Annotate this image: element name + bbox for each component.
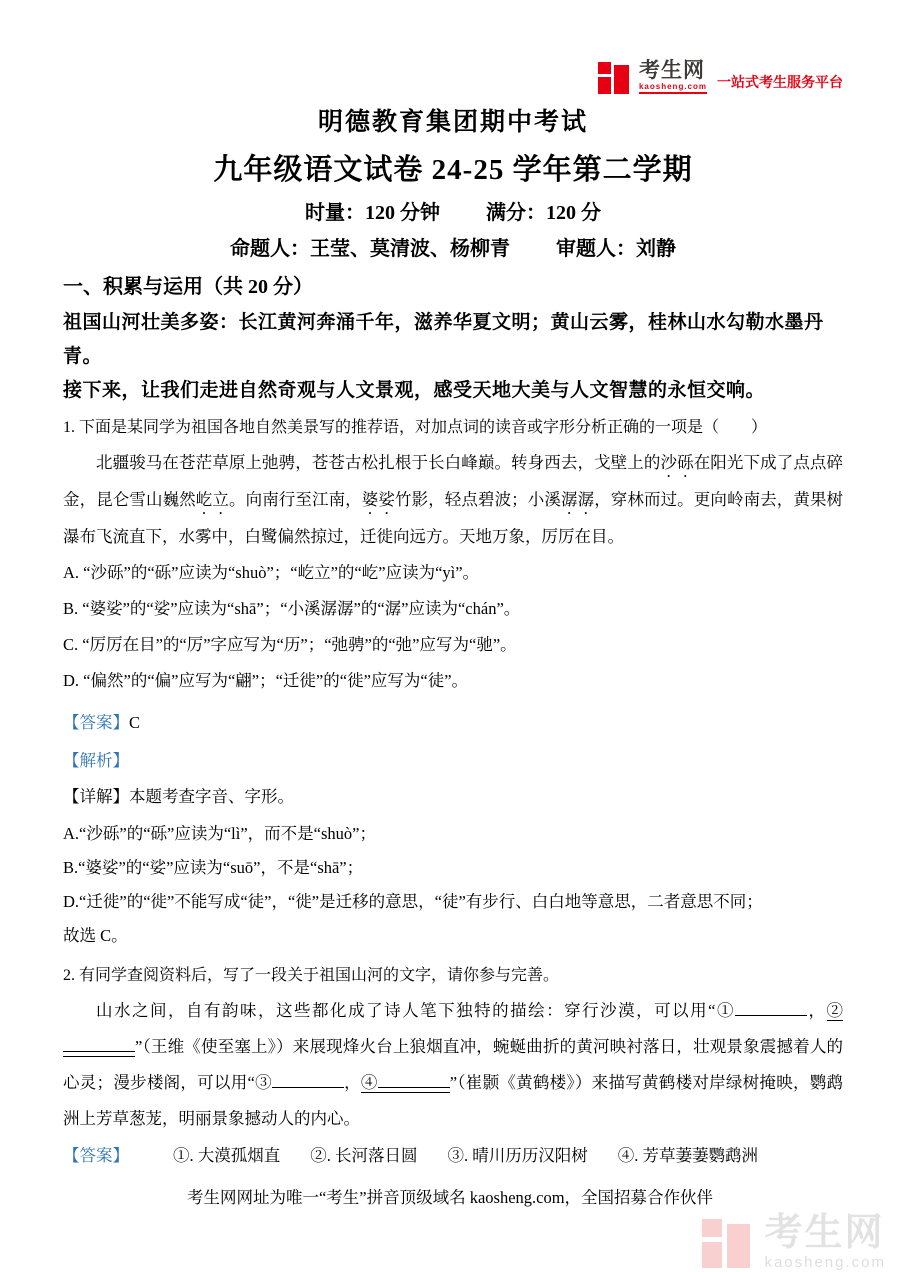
q1-option: C. “厉厉在目”的“厉”字应写为“历”；“弛骋”的“弛”应写为“驰”。 bbox=[63, 635, 517, 654]
segment-text: 竹影，轻点碧波；小溪 bbox=[395, 490, 561, 509]
q1-option: D. “偏然”的“偏”应写为“翩”；“迁徙”的“徙”应写为“徒”。 bbox=[63, 671, 469, 690]
q1-explanation-line: B.“婆娑”的“娑”应读为“suō”，不是“shā”； bbox=[63, 858, 364, 877]
segment-text: 在阳光下成了点点碎金，昆仑雪山巍然 bbox=[63, 453, 844, 509]
q1-analysis-line bbox=[63, 747, 843, 775]
q1-options bbox=[63, 555, 843, 699]
analysis-label: 【解析】 bbox=[63, 751, 129, 770]
answer-blank-line bbox=[63, 1035, 135, 1052]
watermark-domain: kaosheng.com bbox=[764, 1254, 886, 1271]
segment-text: ， bbox=[807, 1001, 827, 1020]
brand-name: 考生网 bbox=[638, 59, 705, 82]
q1-explanations bbox=[63, 817, 843, 919]
segment-blank: ③ bbox=[255, 1073, 344, 1092]
q2-paragraph bbox=[63, 993, 843, 1137]
q2-stem: 2. 有同学查阅资料后，写了一段关于祖国山河的文字，请你参与完善。 bbox=[63, 967, 560, 984]
segment-em: 婆娑 bbox=[361, 490, 395, 509]
q2-answer-item: ③. 晴川历历汉阳树 bbox=[447, 1146, 588, 1165]
q1-detail: 【详解】本题考查字音、字形。 bbox=[63, 787, 294, 806]
segment-text: 北疆骏马在苍茫草原上弛骋，苍苍古松扎根于长白峰巅。转身西去，戈壁上的 bbox=[96, 453, 661, 472]
watermark bbox=[702, 1214, 886, 1270]
segment-text: 山水之间，自有韵味，这些都化成了诗人笔下独特的描绘：穿行沙漠，可以用“ bbox=[96, 1001, 716, 1020]
score-info: 满分：120 分 bbox=[486, 202, 601, 224]
segment-text: ”（崔颢《黄鹤楼》）来描写黄鹤楼对岸绿树掩映，鹦鹉洲上芳草葱茏，明丽景象撼动人的内心。 bbox=[63, 1073, 844, 1128]
watermark-brand: 考生网 bbox=[764, 1212, 885, 1254]
segment-em: 沙砾 bbox=[660, 453, 694, 472]
exam-info-line2 bbox=[63, 234, 843, 264]
exam-info-line1 bbox=[63, 198, 843, 228]
header-logo bbox=[63, 56, 843, 98]
q1-conclusion: 故选 C。 bbox=[63, 926, 128, 945]
intro-line: 接下来，让我们走进自然奇观与人文景观，感受天地大美与人文智慧的永恒交响。 bbox=[63, 380, 766, 401]
section-heading: 一、积累与运用（共 20 分） bbox=[63, 276, 313, 298]
exam-subtitle: 九年级语文试卷 24-25 学年第二学期 bbox=[213, 154, 693, 186]
setters-info: 命题人：王莹、莫清波、杨柳青 bbox=[230, 238, 510, 260]
answer-label: 【答案】 bbox=[63, 713, 129, 732]
watermark-text bbox=[764, 1214, 886, 1270]
footer-note: 考生网网址为唯一“考生”拼音顶级域名 kaosheng.com，全国招募合作伙伴 bbox=[186, 1188, 714, 1207]
q2-answer-items bbox=[129, 1146, 758, 1165]
exam-title: 明德教育集团期中考试 bbox=[317, 109, 588, 136]
segment-blank-u: ② bbox=[63, 1001, 843, 1057]
brand-domain: kaosheng.com bbox=[639, 83, 707, 94]
segment-blank: ① bbox=[715, 1001, 807, 1020]
kaosheng-logo-icon bbox=[598, 60, 632, 94]
brand-tagline: 一站式考生服务平台 bbox=[717, 74, 843, 90]
answer-blank-line bbox=[272, 1071, 344, 1088]
reviewer-info: 审题人：刘静 bbox=[556, 238, 676, 260]
brand-text bbox=[639, 60, 707, 94]
duration-info: 时量：120 分钟 bbox=[305, 202, 440, 224]
segment-text: ，穿林而过。更向岭南去，黄果树瀑布飞流直下，水雾中，白鹭偏然掠过，迁徙向远方。天地万象，厉厉在目。 bbox=[63, 490, 844, 546]
intro-paragraph bbox=[63, 306, 843, 408]
segment-text: ”（王维《使至塞上》）来展现烽火台上狼烟直冲，蜿蜒曲折的黄河映衬落日，壮观景象震撼着人的心灵；漫步楼阁，可以用“ bbox=[63, 1037, 843, 1092]
intro-line: 祖国山河壮美多姿：长江黄河奔涌千年，滋养华夏文明；黄山云雾，桂林山水勾勒水墨丹青。 bbox=[63, 312, 824, 367]
q2-answer-item: ①. 大漠孤烟直 bbox=[173, 1146, 281, 1165]
q2-answer-item: ②. 长河落日圆 bbox=[310, 1146, 418, 1165]
q2-answer-line bbox=[63, 1141, 843, 1171]
watermark-logo-icon bbox=[702, 1216, 754, 1268]
q1-stem: 1. 下面是某同学为祖国各地自然美景写的推荐语，对加点词的读音或字形分析正确的一项是（ ） bbox=[63, 419, 768, 436]
segment-text: ， bbox=[343, 1073, 361, 1092]
q1-explanation-line: A.“沙砾”的“砾”应读为“lì”，而不是“shuò”； bbox=[63, 824, 376, 843]
segment-blank-u: ④ bbox=[361, 1073, 450, 1093]
q1-explanation-line: D.“迁徙”的“徙”不能写成“徒”，“徙”是迁移的意思，“徒”有步行、白白地等意思，二者意思不同； bbox=[63, 892, 763, 911]
segment-text: 。向南行至江南， bbox=[229, 490, 362, 509]
answer-value: C bbox=[129, 713, 141, 732]
q1-passage bbox=[63, 444, 843, 555]
answer-blank-line bbox=[378, 1071, 450, 1088]
q1-option: A. “沙砾”的“砾”应读为“shuò”；“屹立”的“屹”应读为“yì”。 bbox=[63, 563, 480, 582]
q1-option: B. “婆娑”的“娑”应读为“shā”；“小溪潺潺”的“潺”应读为“chán”。 bbox=[63, 599, 521, 618]
segment-em: 潺潺 bbox=[560, 490, 595, 509]
answer-blank-line bbox=[735, 999, 807, 1016]
q2-answer-item: ④. 芳草萋萋鹦鹉洲 bbox=[617, 1146, 758, 1165]
q1-answer-line bbox=[63, 709, 843, 737]
segment-em: 屹立 bbox=[195, 490, 229, 509]
answer-label: 【答案】 bbox=[63, 1146, 129, 1165]
